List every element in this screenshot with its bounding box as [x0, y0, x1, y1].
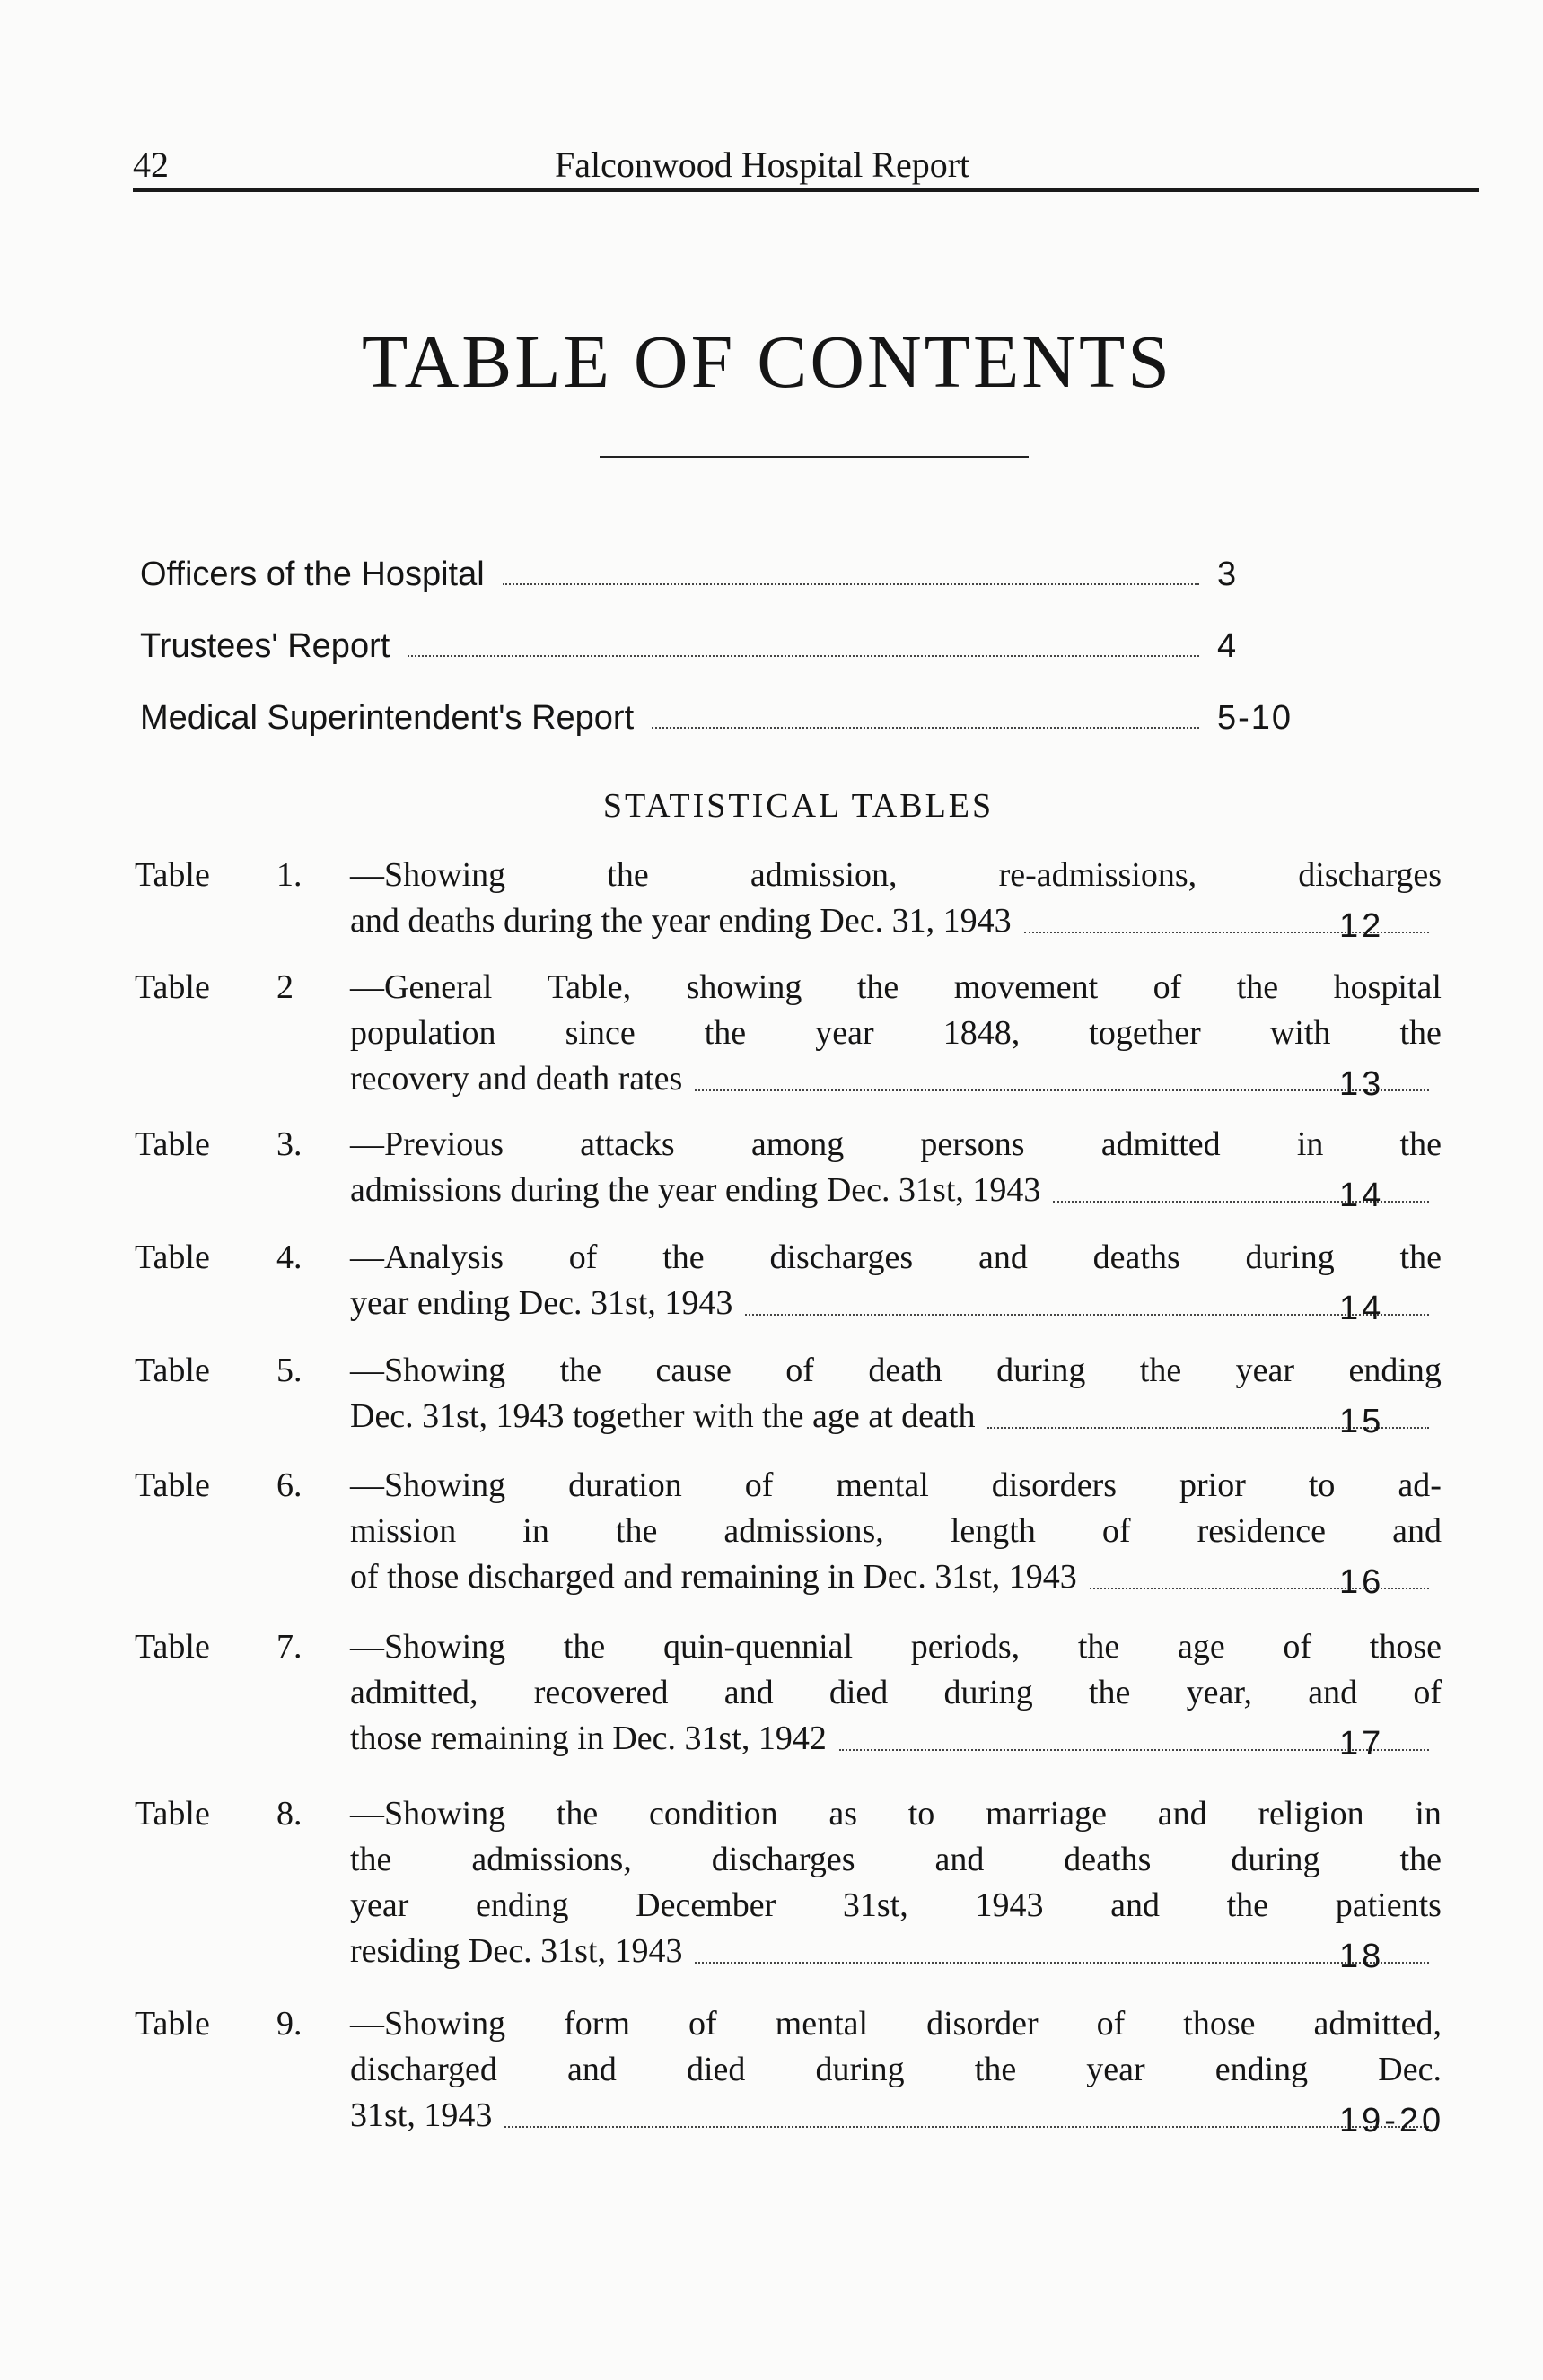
table-entry-label: Table — [135, 968, 210, 1006]
table-entry-label: Table — [135, 856, 210, 894]
word: the — [607, 856, 649, 894]
description-line-text: residing Dec. 31st, 1943 — [350, 1932, 683, 1970]
word: the — [1399, 1841, 1442, 1878]
word: the — [1139, 1352, 1182, 1389]
word: hospital — [1333, 968, 1442, 1006]
toc-entry-officers — [140, 549, 1307, 594]
word: and — [1157, 1795, 1207, 1833]
word: the — [1399, 1125, 1442, 1163]
word: cause — [655, 1352, 732, 1389]
word: of — [1101, 1512, 1131, 1550]
word: the — [1226, 1886, 1269, 1924]
word: admitted, — [1313, 2005, 1442, 2043]
title-underline — [600, 456, 1029, 458]
word: residence — [1197, 1512, 1327, 1550]
word: Dec. — [1378, 2051, 1442, 2088]
word: admitted, — [350, 1674, 478, 1711]
description-line — [350, 853, 1442, 898]
word: —Previous — [350, 1125, 504, 1163]
word: showing — [686, 968, 802, 1006]
word: duration — [568, 1466, 682, 1504]
table-entry-number: 1. — [276, 856, 302, 894]
dot-leader — [503, 583, 1199, 585]
table-entry-number: 8. — [276, 1795, 302, 1833]
word: death — [868, 1352, 942, 1389]
word: deaths — [1064, 1841, 1152, 1878]
word: and — [567, 2051, 617, 2088]
word: the — [1399, 1238, 1442, 1276]
word: together — [1089, 1014, 1201, 1052]
word: ending — [476, 1886, 569, 1924]
word: and — [1392, 1512, 1442, 1550]
word: in — [1415, 1795, 1442, 1833]
word: year — [350, 1886, 409, 1924]
word: during — [1231, 1841, 1320, 1878]
dot-leader — [504, 2126, 1429, 2128]
word: marriage — [986, 1795, 1108, 1833]
description-line — [350, 1394, 1442, 1439]
dot-leader — [695, 1089, 1429, 1091]
word: with — [1269, 1014, 1331, 1052]
word: ad- — [1398, 1466, 1442, 1504]
description-line — [350, 1281, 1442, 1326]
word: those — [1369, 1628, 1442, 1666]
table-entry-description — [350, 853, 1442, 944]
word: during — [815, 2051, 905, 2088]
description-line-text: 31st, 1943 — [350, 2096, 493, 2134]
word: —General — [350, 968, 493, 1006]
word: year, — [1186, 1674, 1252, 1711]
word: religion — [1258, 1795, 1364, 1833]
word: periods, — [910, 1628, 1021, 1666]
description-line — [350, 1716, 1442, 1762]
word: prior — [1179, 1466, 1246, 1504]
word: of — [568, 1238, 598, 1276]
word: ending — [1214, 2051, 1309, 2088]
page-number: 42 — [133, 144, 169, 185]
word: movement — [953, 968, 1099, 1006]
table-entry-description — [350, 1791, 1442, 1974]
toc-entry-label: Trustees' Report — [140, 627, 390, 665]
word: the — [556, 1795, 599, 1833]
description-line — [350, 1168, 1442, 1213]
word: year — [815, 1014, 874, 1052]
description-line — [350, 1122, 1442, 1168]
table-entry-number: 5. — [276, 1352, 302, 1389]
word: the — [1399, 1014, 1442, 1052]
description-line — [350, 1056, 1442, 1102]
word: —Showing — [350, 1628, 506, 1666]
table-entry-page: 17 — [1339, 1725, 1385, 1763]
word: mental — [775, 2005, 869, 2043]
word: among — [750, 1125, 845, 1163]
table-entry-label: Table — [135, 1238, 210, 1276]
word: and — [1110, 1886, 1160, 1924]
word: during — [996, 1352, 1086, 1389]
description-line-text: recovery and death rates — [350, 1060, 683, 1098]
description-line — [350, 1791, 1442, 1837]
table-entry-label: Table — [135, 1795, 210, 1833]
word: year — [1086, 2051, 1145, 2088]
word: —Showing — [350, 2005, 506, 2043]
running-title: Falconwood Hospital Report — [555, 144, 970, 185]
word: admissions, — [471, 1841, 632, 1878]
word: the — [1236, 968, 1279, 1006]
table-entry-page: 14 — [1339, 1177, 1385, 1214]
description-line-text: those remaining in Dec. 31st, 1942 — [350, 1719, 827, 1757]
word: the — [563, 1628, 606, 1666]
description-line — [350, 1509, 1442, 1554]
page-header — [133, 144, 1479, 192]
word: the — [350, 1841, 392, 1878]
word: discharges — [1298, 856, 1442, 894]
table-entry-label: Table — [135, 2005, 210, 2043]
page-title: TABLE OF CONTENTS — [362, 320, 1172, 404]
word: mental — [836, 1466, 929, 1504]
word: year — [1235, 1352, 1295, 1389]
description-line-text: and deaths during the year ending Dec. 31, 1943 — [350, 902, 1012, 940]
word: and — [723, 1674, 774, 1711]
description-line — [350, 2093, 1442, 2139]
table-entry-number: 2 — [276, 968, 294, 1006]
word: deaths — [1092, 1238, 1180, 1276]
word: discharges — [711, 1841, 855, 1878]
table-entry-page: 12 — [1339, 907, 1385, 945]
table-entry-page: 16 — [1339, 1563, 1385, 1601]
word: in — [1296, 1125, 1324, 1163]
word: —Showing — [350, 856, 506, 894]
word: in — [522, 1512, 549, 1550]
word: to — [1308, 1466, 1336, 1504]
word: condition — [649, 1795, 778, 1833]
header-rule — [133, 188, 1479, 192]
word: and — [1308, 1674, 1358, 1711]
table-entry-number: 4. — [276, 1238, 302, 1276]
word: the — [1088, 1674, 1131, 1711]
table-entry-description — [350, 1348, 1442, 1439]
table-entry-page: 15 — [1339, 1403, 1385, 1440]
table-entry-description — [350, 965, 1442, 1102]
word: the — [615, 1512, 658, 1550]
description-line — [350, 1463, 1442, 1509]
description-line — [350, 2047, 1442, 2093]
section-heading: STATISTICAL TABLES — [602, 787, 995, 825]
word: and — [934, 1841, 985, 1878]
word: of — [785, 1352, 814, 1389]
description-line — [350, 898, 1442, 944]
table-entry-label: Table — [135, 1466, 210, 1504]
table-entry-number: 7. — [276, 1628, 302, 1666]
description-line — [350, 2001, 1442, 2047]
word: and — [978, 1238, 1028, 1276]
word: during — [1245, 1238, 1335, 1276]
description-line — [350, 1554, 1442, 1600]
dot-leader — [408, 655, 1199, 657]
word: died — [686, 2051, 746, 2088]
word: of — [1096, 2005, 1126, 2043]
word: those — [1183, 2005, 1256, 2043]
toc-entry-trustees — [140, 621, 1307, 666]
description-line — [350, 1929, 1442, 1974]
description-line-text: Dec. 31st, 1943 together with the age at death — [350, 1397, 976, 1435]
word: of — [744, 1466, 774, 1504]
table-entry-label: Table — [135, 1628, 210, 1666]
word: the — [662, 1238, 705, 1276]
description-line — [350, 1235, 1442, 1281]
word: died — [828, 1674, 889, 1711]
table-entry-description — [350, 1463, 1442, 1600]
description-line-text: admissions during the year ending Dec. 31st, 1943 — [350, 1171, 1041, 1209]
word: recovered — [533, 1674, 669, 1711]
table-entry-number: 3. — [276, 1125, 302, 1163]
toc-entry-label: Medical Superintendent's Report — [140, 699, 635, 737]
description-line — [350, 1624, 1442, 1670]
word: 1943 — [975, 1886, 1044, 1924]
description-line — [350, 1011, 1442, 1056]
table-entry-page: 19-20 — [1339, 2102, 1445, 2139]
word: age — [1177, 1628, 1225, 1666]
toc-entry-page: 5-10 — [1217, 699, 1293, 737]
table-entry-description — [350, 1624, 1442, 1762]
word: quin-quennial — [662, 1628, 854, 1666]
description-line — [350, 1670, 1442, 1716]
word: length — [950, 1512, 1036, 1550]
word: —Showing — [350, 1466, 506, 1504]
table-entry-page: 18 — [1339, 1938, 1385, 1975]
table-entry-description — [350, 1122, 1442, 1213]
word: admissions, — [723, 1512, 884, 1550]
table-entry-label: Table — [135, 1352, 210, 1389]
word: —Showing — [350, 1352, 506, 1389]
word: 1848, — [942, 1014, 1021, 1052]
word: persons — [920, 1125, 1025, 1163]
word: December — [636, 1886, 776, 1924]
toc-entry-page: 4 — [1217, 627, 1239, 665]
word: 31st, — [842, 1886, 908, 1924]
description-line-text: year ending Dec. 31st, 1943 — [350, 1284, 733, 1322]
description-line — [350, 1348, 1442, 1394]
word: admission, — [750, 856, 898, 894]
word: of — [1153, 968, 1182, 1006]
word: population — [350, 1014, 496, 1052]
word: —Showing — [350, 1795, 506, 1833]
word: admitted — [1100, 1125, 1221, 1163]
word: disorder — [926, 2005, 1039, 2043]
table-entry-page: 14 — [1339, 1290, 1385, 1327]
word: discharged — [350, 2051, 497, 2088]
description-line — [350, 1883, 1442, 1929]
word: patients — [1335, 1886, 1442, 1924]
word: attacks — [580, 1125, 675, 1163]
toc-entry-label: Officers of the Hospital — [140, 556, 485, 593]
dot-leader — [652, 727, 1199, 729]
word: form — [564, 2005, 631, 2043]
word: of — [688, 2005, 717, 2043]
word: discharges — [769, 1238, 914, 1276]
word: the — [856, 968, 899, 1006]
word: since — [565, 1014, 636, 1052]
word: the — [1077, 1628, 1120, 1666]
word: re-admissions, — [998, 856, 1197, 894]
word: to — [907, 1795, 935, 1833]
toc-entry-page: 3 — [1217, 556, 1239, 593]
word: mission — [350, 1512, 457, 1550]
word: disorders — [991, 1466, 1118, 1504]
table-entry-number: 6. — [276, 1466, 302, 1504]
description-line — [350, 1837, 1442, 1883]
word: the — [704, 1014, 747, 1052]
dot-leader — [695, 1962, 1429, 1964]
table-entry-label: Table — [135, 1125, 210, 1163]
word: Table, — [547, 968, 632, 1006]
table-entry-description — [350, 1235, 1442, 1326]
description-line-text: of those discharged and remaining in Dec. 31st, 1943 — [350, 1558, 1077, 1596]
table-entry-number: 9. — [276, 2005, 302, 2043]
word: the — [974, 2051, 1017, 2088]
word: ending — [1348, 1352, 1442, 1389]
dot-leader — [745, 1314, 1429, 1316]
toc-entry-superintendent — [140, 693, 1307, 738]
word: during — [943, 1674, 1033, 1711]
description-line — [350, 965, 1442, 1011]
word: as — [828, 1795, 857, 1833]
word: the — [559, 1352, 602, 1389]
table-entry-description — [350, 2001, 1442, 2139]
word: —Analysis — [350, 1238, 504, 1276]
word: of — [1283, 1628, 1312, 1666]
table-entry-page: 13 — [1339, 1065, 1385, 1103]
word: of — [1413, 1674, 1442, 1711]
